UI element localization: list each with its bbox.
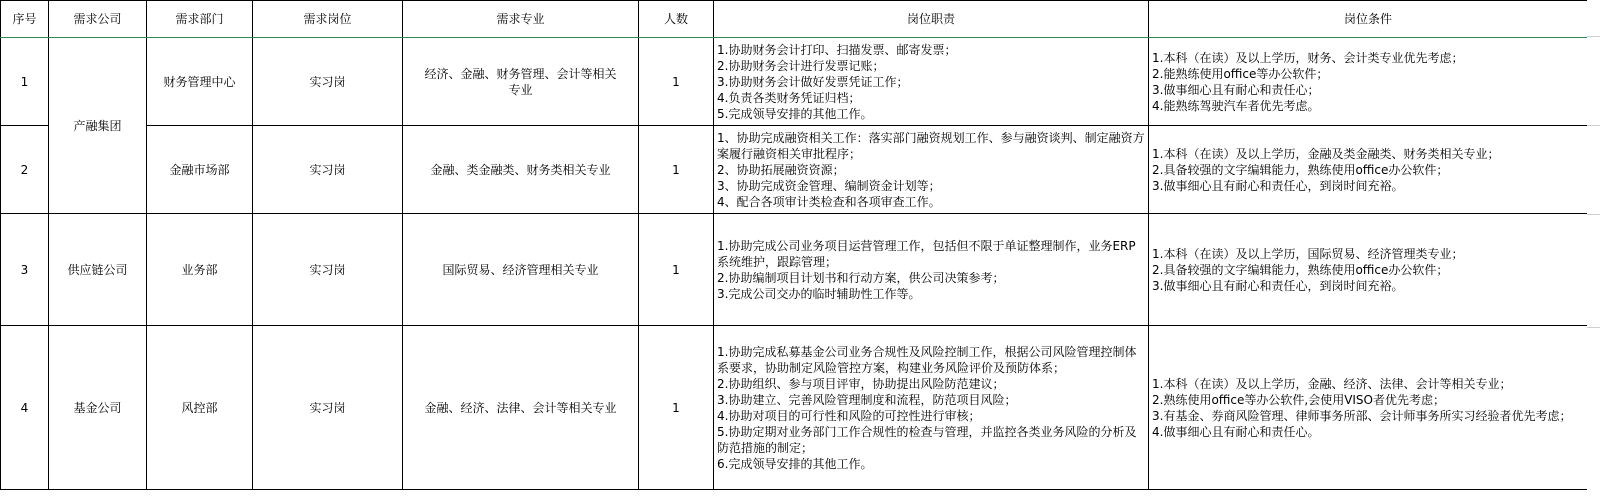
header-cell-requirements[interactable]: 岗位条件 xyxy=(1149,1,1588,38)
requirement-line: 2.具备较强的文字编辑能力，熟练使用office办公软件； xyxy=(1152,262,1449,277)
table-row xyxy=(1,38,1588,126)
duty-line: 3、协助完成资金管理、编制资金计划等； xyxy=(717,178,941,193)
cell-position[interactable]: 实习岗 xyxy=(253,126,403,214)
duty-line: 3.协助建立、完善风险管理制度和流程，防范项目风险； xyxy=(717,392,1017,407)
cell-count[interactable]: 1 xyxy=(639,38,714,126)
cell-position[interactable]: 实习岗 xyxy=(253,326,403,490)
cell-major[interactable]: 金融、类金融类、财务类相关专业 xyxy=(403,126,639,214)
cell-company[interactable]: 供应链公司 xyxy=(49,214,147,326)
cell-position[interactable]: 实习岗 xyxy=(253,214,403,326)
header-cell-count[interactable]: 人数 xyxy=(639,1,714,38)
requirement-line: 1.本科（在读）及以上学历，财务、会计类专业优先考虑； xyxy=(1152,50,1464,65)
duty-line: 1.协助完成私募基金公司业务合规性及风险控制工作，根据公司风险管理控制体系要求，协助制定风险管控方案，构建业务风险评价及预防体系； xyxy=(717,344,1137,375)
requirement-line: 4.能熟练驾驶汽车者优先考虑。 xyxy=(1152,98,1320,113)
duty-line: 2、协助拓展融资资源； xyxy=(717,162,845,177)
cell-count[interactable]: 1 xyxy=(639,126,714,214)
cell-major[interactable]: 国际贸易、经济管理相关专业 xyxy=(403,214,639,326)
cell-duties[interactable] xyxy=(714,214,1149,326)
requirement-line: 3.做事细心且有耐心和责任心； xyxy=(1152,82,1320,97)
empty-column-area[interactable] xyxy=(1587,0,1600,501)
cell-count[interactable]: 1 xyxy=(639,214,714,326)
cell-requirements[interactable] xyxy=(1149,326,1588,490)
duty-line: 5.完成领导安排的其他工作。 xyxy=(717,106,873,121)
cell-duties[interactable] xyxy=(714,326,1149,490)
table-row xyxy=(1,214,1588,326)
header-cell-no[interactable]: 序号 xyxy=(1,1,49,38)
duty-line: 3.完成公司交办的临时辅助性工作等。 xyxy=(717,286,921,301)
duty-line: 1.协助财务会计打印、扫描发票、邮寄发票； xyxy=(717,42,957,57)
gridline xyxy=(1587,125,1600,126)
duty-line: 4.负责各类财务凭证归档； xyxy=(717,90,861,105)
duty-line: 2.协助财务会计进行发票记账； xyxy=(717,58,885,73)
requirement-line: 3.做事细心且有耐心和责任心，到岗时间充裕。 xyxy=(1152,278,1404,293)
header-cell-company[interactable]: 需求公司 xyxy=(49,1,147,38)
header-cell-dept[interactable]: 需求部门 xyxy=(147,1,253,38)
cell-major[interactable]: 经济、金融、财务管理、会计等相关专业 xyxy=(403,38,639,126)
cell-dept[interactable]: 金融市场部 xyxy=(147,126,253,214)
gridline xyxy=(1587,214,1600,215)
cell-no[interactable]: 3 xyxy=(1,214,49,326)
cell-no[interactable]: 1 xyxy=(1,38,49,126)
requirement-line: 2.熟练使用office等办公软件,会使用VISO者优先考虑； xyxy=(1152,392,1445,407)
duty-line: 3.协助财务会计做好发票凭证工作； xyxy=(717,74,909,89)
requirement-line: 1.本科（在读）及以上学历，金融及类金融类、财务类相关专业； xyxy=(1152,146,1500,161)
gridline xyxy=(1587,327,1600,328)
requirement-line: 3.有基金、券商风险管理、律师事务所部、会计师事务所实习经验者优先考虑； xyxy=(1152,408,1572,423)
cell-dept[interactable]: 业务部 xyxy=(147,214,253,326)
cell-requirements[interactable] xyxy=(1149,126,1588,214)
cell-no[interactable]: 2 xyxy=(1,126,49,214)
requirement-line: 3.做事细心且有耐心和责任心，到岗时间充裕。 xyxy=(1152,178,1404,193)
requirement-line: 2.能熟练使用office等办公软件； xyxy=(1152,66,1329,81)
cell-company[interactable]: 产融集团 xyxy=(49,38,147,214)
cell-position[interactable]: 实习岗 xyxy=(253,38,403,126)
duty-line: 5.协助定期对业务部门工作合规性的检查与管理，并监控各类业务风险的分析及防范措施的制定； xyxy=(717,424,1137,455)
header-cell-position[interactable]: 需求岗位 xyxy=(253,1,403,38)
requirement-line: 1.本科（在读）及以上学历，金融、经济、法律、会计等相关专业； xyxy=(1152,376,1512,391)
duty-line: 4、配合各项审计类检查和各项审查工作。 xyxy=(717,194,941,209)
cell-dept[interactable]: 财务管理中心 xyxy=(147,38,253,126)
cell-dept[interactable]: 风控部 xyxy=(147,326,253,490)
requirement-line: 1.本科（在读）及以上学历，国际贸易、经济管理类专业； xyxy=(1152,246,1464,261)
duty-line: 2.协助组织、参与项目评审，协助提出风险防范建议； xyxy=(717,376,1005,391)
duty-line: 1、协助完成融资相关工作：落实部门融资规划工作、参与融资谈判、制定融资方案履行融资相关审批程序； xyxy=(717,130,1145,161)
table-row xyxy=(1,326,1588,490)
cell-major[interactable]: 金融、经济、法律、会计等相关专业 xyxy=(403,326,639,490)
duty-line: 6.完成领导安排的其他工作。 xyxy=(717,456,873,471)
cell-duties[interactable] xyxy=(714,38,1149,126)
duty-line: 1.协助完成公司业务项目运营管理工作，包括但不限于单证整理制作，业务ERP系统维护，跟踪管理； xyxy=(717,238,1136,269)
header-row xyxy=(1,1,1588,38)
cell-company[interactable]: 基金公司 xyxy=(49,326,147,490)
cell-requirements[interactable] xyxy=(1149,38,1588,126)
header-cell-duties[interactable]: 岗位职责 xyxy=(714,1,1149,38)
requirement-line: 4.做事细心且有耐心和责任心。 xyxy=(1152,424,1320,439)
cell-no[interactable]: 4 xyxy=(1,326,49,490)
cell-duties[interactable] xyxy=(714,126,1149,214)
duty-line: 4.协助对项目的可行性和风险的可控性进行审核； xyxy=(717,408,981,423)
requirement-line: 2.具备较强的文字编辑能力，熟练使用office办公软件； xyxy=(1152,162,1449,177)
table-row xyxy=(1,126,1588,214)
gridline xyxy=(1587,36,1600,37)
cell-count[interactable]: 1 xyxy=(639,326,714,490)
duty-line: 2.协助编制项目计划书和行动方案，供公司决策参考； xyxy=(717,270,1005,285)
header-cell-major[interactable]: 需求专业 xyxy=(403,1,639,38)
cell-requirements[interactable] xyxy=(1149,214,1588,326)
